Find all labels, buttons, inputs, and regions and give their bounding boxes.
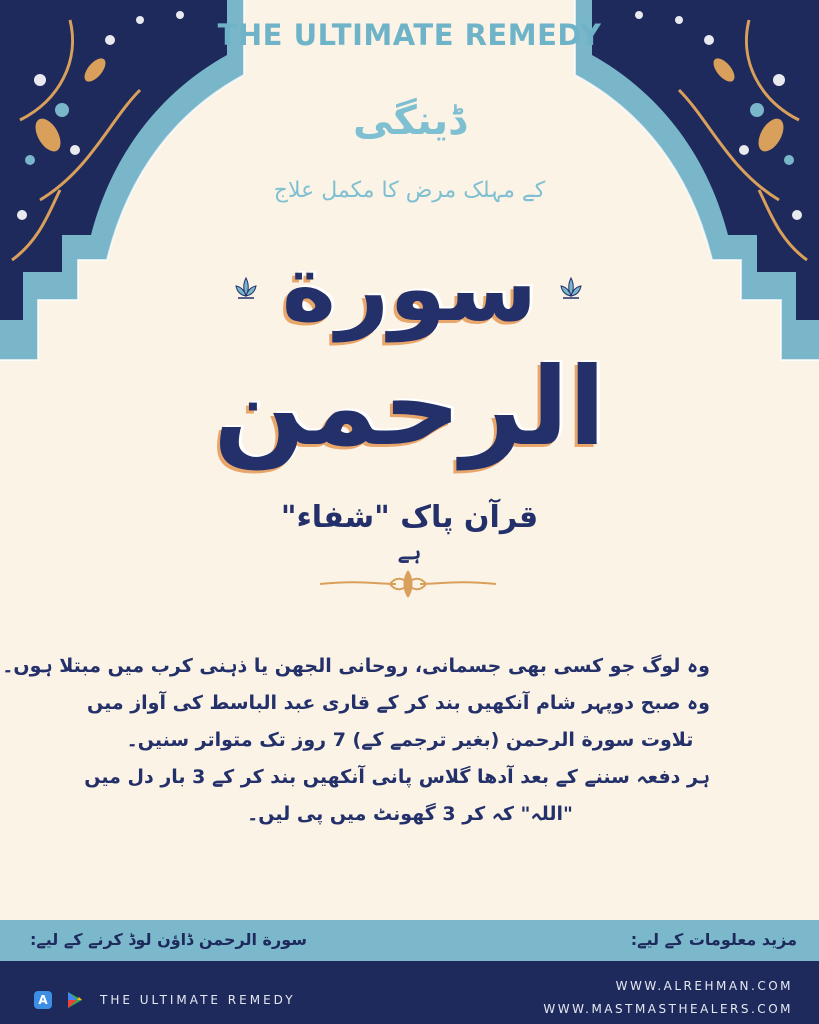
download-label: سورة الرحمن ڈاؤن لوڈ کرنے کے لیے: [30,930,307,949]
surah-title-line1: سورة [281,235,538,342]
instruction-line: "اللہ" کہ کر 3 گھونٹ میں پی لیں۔ [247,803,573,825]
hai-word: ہے [397,540,422,564]
instruction-line: تلاوت سورة الرحمن (بغیر ترجمے کے) 7 روز تک متواتر سنیں۔ [126,729,694,751]
info-bar [0,920,819,961]
app-store-icon[interactable]: A [34,991,52,1009]
website-link-alrehman[interactable]: WWW.ALREHMAN.COM [615,979,793,993]
remedy-subtitle: کے مہلک مرض کا مکمل علاج [273,178,546,203]
footer-brand: THE ULTIMATE REMEDY [100,993,296,1007]
quran-shifa-line: قرآن پاک "شفاء" [280,500,539,535]
instructions-block [2,648,710,833]
surah-title-line2: الرحمن [213,345,606,470]
instruction-line: وہ صبح دوپہر شام آنکھیں بند کر کے قاری عبد الباسط کی آواز میں [86,692,710,714]
more-info-label: مزید معلومات کے لیے: [630,930,797,949]
ornament-divider-icon [318,566,498,602]
google-play-icon[interactable] [66,991,84,1009]
instruction-line: ہر دفعہ سننے کے بعد آدھا گلاس پانی آنکھیں بند کر کے 3 بار دل میں [84,766,710,788]
footer [0,961,819,1024]
disease-title: ڈینگی [353,98,466,144]
instruction-line: وہ لوگ جو کسی بھی جسمانی، روحانی الجھن یا ذہنی کرب میں مبتلا ہوں۔ [2,655,710,677]
website-link-mastmasthealers[interactable]: WWW.MASTMASTHEALERS.COM [543,1002,793,1016]
header-title: THE ULTIMATE REMEDY [217,18,602,52]
